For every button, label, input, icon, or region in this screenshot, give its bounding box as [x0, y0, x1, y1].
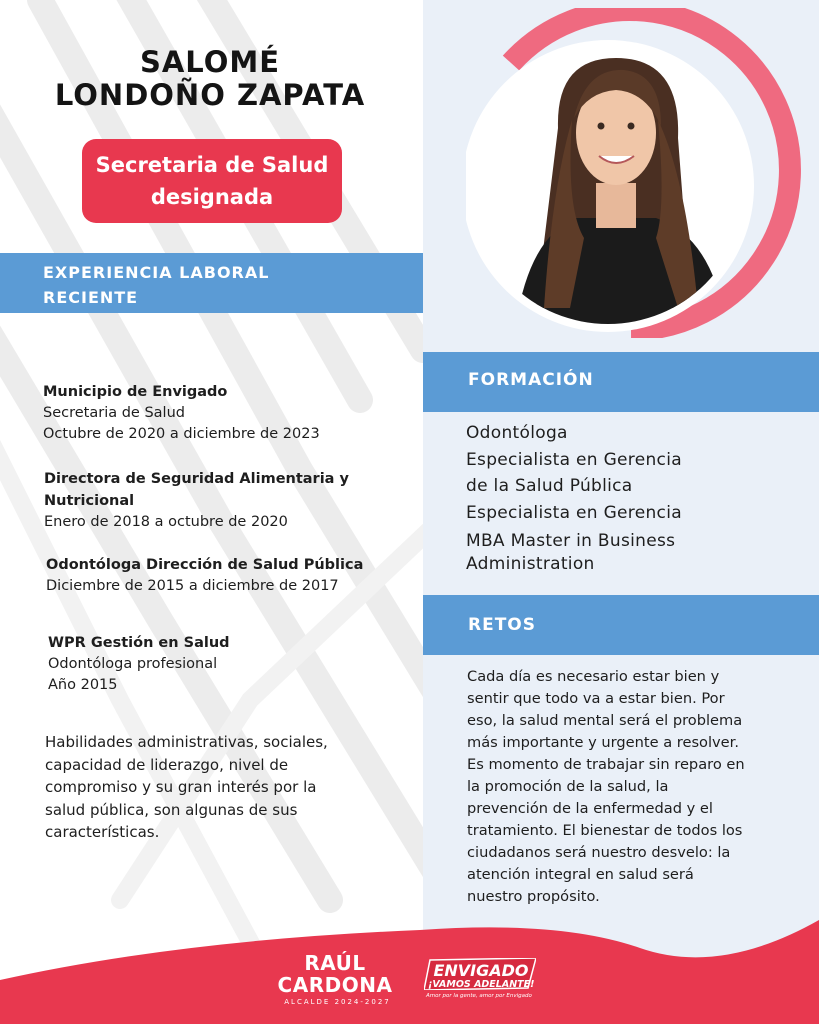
formacion-item: MBA Master in Business	[466, 531, 676, 551]
skills-paragraph	[45, 731, 375, 844]
job-org: WPR Gestión en Salud	[48, 635, 230, 651]
envigado-logo-subtitle: ¡VAMOS ADELANTE!	[428, 979, 535, 990]
name-line-1: SALOMÉ	[139, 45, 281, 79]
retos-line: la promoción de la salud, la	[467, 778, 669, 795]
portrait-photo	[466, 8, 802, 338]
skills-line: Habilidades administrativas, sociales,	[45, 733, 328, 751]
job-dates: Octubre de 2020 a diciembre de 2023	[43, 426, 320, 442]
job-role: Secretaria de Salud	[43, 405, 185, 421]
job-entry	[46, 555, 363, 597]
retos-line: eso, la salud mental será el problema	[467, 712, 743, 729]
job-org-line-2: Nutricional	[44, 493, 135, 509]
candidate-name	[40, 46, 380, 112]
role-line-1: Secretaria de Salud	[95, 153, 329, 177]
role-line-2: designada	[150, 185, 274, 209]
skills-line: capacidad de liderazgo, nivel de	[45, 755, 289, 774]
formacion-item: de la Salud Pública	[466, 476, 633, 496]
name-line-2: LONDOÑO ZAPATA	[54, 78, 366, 112]
job-dates: Enero de 2018 a octubre de 2020	[44, 514, 288, 530]
footer-wave	[0, 900, 819, 1024]
retos-line: prevención de la enfermedad y el	[467, 800, 713, 817]
candidate-subtitle: ALCALDE 2024-2027	[284, 998, 391, 1006]
job-role: Odontóloga profesional	[48, 656, 218, 672]
formacion-item: Odontóloga	[466, 423, 568, 443]
job-entry	[44, 467, 374, 533]
job-dates: Año 2015	[48, 677, 118, 693]
formacion-item: Administration	[466, 554, 595, 574]
candidate-logo-line-1: RAÚL	[304, 951, 366, 975]
retos-paragraph	[467, 666, 779, 908]
job-org: Municipio de Envigado	[43, 384, 228, 400]
job-entry	[43, 382, 320, 445]
retos-heading: RETOS	[423, 595, 819, 655]
job-dates: Diciembre de 2015 a diciembre de 2017	[46, 578, 339, 594]
skills-line: salud pública, son algunas de sus	[45, 800, 298, 819]
retos-line: atención integral en salud será	[467, 866, 694, 883]
job-org: Odontóloga Dirección de Salud Pública	[46, 557, 364, 573]
skills-line: compromiso y su gran interés por la	[45, 778, 317, 796]
retos-line: nuestro propósito.	[467, 888, 600, 905]
experience-heading	[0, 253, 423, 313]
retos-line: Cada día es necesario estar bien y	[467, 668, 720, 685]
retos-line: tratamiento. El bienestar de todos los	[467, 822, 743, 839]
experience-heading-line-2: RECIENTE	[43, 288, 139, 307]
formacion-heading: FORMACIÓN	[423, 352, 819, 412]
formacion-item: Especialista en Gerencia	[466, 449, 682, 470]
role-badge	[82, 139, 342, 223]
retos-line: Es momento de trabajar sin reparo en	[467, 756, 745, 773]
retos-line: ciudadanos será nuestro desvelo: la	[467, 844, 731, 861]
candidate-logo	[270, 952, 400, 996]
retos-line: sentir que todo va a estar bien. Por	[467, 690, 725, 707]
candidate-logo-line-2: CARDONA	[277, 973, 393, 997]
envigado-logo-title: ENVIGADO	[433, 961, 529, 980]
job-org: Directora de Seguridad Alimentaria y	[44, 471, 349, 487]
envigado-logo-tagline: Amor por la gente, amor por Envigado	[426, 993, 532, 999]
formacion-list	[466, 420, 796, 576]
retos-line: más importante y urgente a resolver.	[467, 734, 739, 751]
job-entry	[48, 633, 230, 696]
skills-line: características.	[45, 823, 160, 841]
formacion-item: Especialista en Gerencia	[466, 502, 682, 523]
experience-heading-line-1: EXPERIENCIA LABORAL	[43, 263, 270, 282]
portrait-illustration	[466, 8, 802, 338]
